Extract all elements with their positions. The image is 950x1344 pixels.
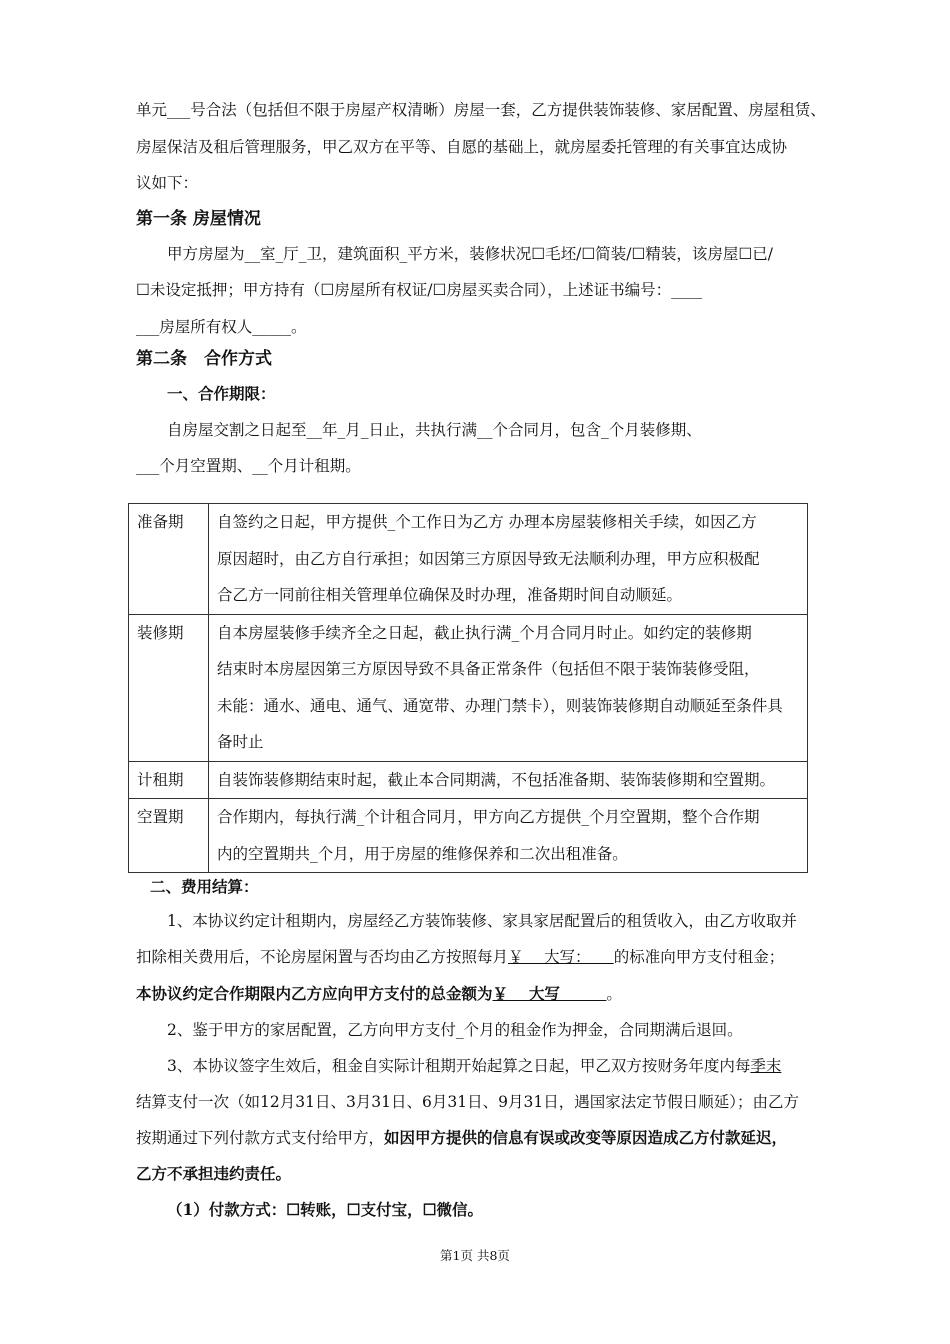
intro-line-3: 议如下： [136,174,199,192]
total-amount-line [136,976,836,1013]
period-description-cell [209,614,808,761]
item2-line: 2、鉴于甲方的家居配置，乙方向甲方支付_个月的租金作为押金，合同期满后退回。 [167,1021,743,1039]
article1-title: 第一条 房屋情况 [136,209,261,229]
section1-line-1: 自房屋交割之日起至__年_月_日止，共执行满__个合同月，包含_个月装修期、 [167,421,702,439]
period-term-cell: 准备期 [129,504,209,615]
period-table-row [129,761,808,799]
intro-line-1: 单元___号合法（包括但不限于房屋产权清晰）房屋一套，乙方提供装饰装修、家居配置、房屋租赁、 [136,101,826,119]
page-footer: 第1页 共8页 [440,1248,510,1263]
total-amount-blank: ￥ 大写 [492,984,607,1003]
total-amount-b: 。 [606,985,622,1003]
period-description-cell [209,504,808,615]
item3-line-2: 结算支付一次（如12月31日、3月31日、6月31日、9月31日，遇国家法定节假日顺延）；由乙方 [136,1093,799,1111]
total-amount-a: 本协议约定合作期限内乙方应向甲方支付的总金额为 [136,984,493,1003]
item3-line-4: 乙方不承担违约责任。 [136,1164,292,1183]
item1-line-2-a: 扣除相关费用后，不论房屋闲置与否均由乙方按照每月 [136,948,509,966]
period-description-line: 合作期内，每执行满_个计租合同月，甲方向乙方提供_个月空置期，整个合作期 [217,808,760,826]
intro-line-2: 房屋保洁及租后管理服务，甲乙双方在平等、自愿的基础上，就房屋委托管理的有关事宜达成协 [136,137,788,156]
section1-title: 一、合作期限： [167,384,276,403]
item1-line-2-b: 的标准向甲方支付租金； [613,948,785,966]
period-table-row [129,799,808,873]
period-description-line: 自本房屋装修手续齐全之日起，截止执行满_个月合同月时止。如约定的装修期 [217,623,752,642]
item3-line-3 [136,1120,836,1157]
period-term-cell: 装修期 [129,614,209,761]
section2-title: 二、费用结算： [150,877,259,896]
item3-line-1 [136,1048,836,1085]
section1-line-2: ___个月空置期、__个月计租期。 [136,457,361,475]
payment-method-line: （1）付款方式：☐转账，☐支付宝，☐微信。 [167,1200,483,1219]
period-description-cell [209,799,808,873]
period-table-row [129,504,808,615]
period-description-line: 自装饰装修期结束时起，截止本合同期满，不包括准备期、装饰装修期和空置期。 [217,770,776,789]
period-description-line: 结束时本房屋因第三方原因导致不具备正常条件（包括但不限于装饰装修受阻， [217,660,760,678]
period-description-line: 原因超时，由乙方自行承担；如因第三方原因导致无法顺利办理，甲方应积极配 [217,549,760,568]
settlement-period-blank: 季末 [750,1057,782,1075]
item1-line-2 [136,939,836,976]
period-description-line: 内的空置期共_个月，用于房屋的维修保养和二次出租准备。 [217,844,628,863]
period-table-row [129,614,808,761]
item3-line-1-a: 3、本协议签字生效后，租金自实际计租期开始起算之日起，甲乙双方按财务年度内每 [167,1057,751,1075]
article1-line-2: ☐未设定抵押；甲方持有（☐房屋所有权证/☐房屋买卖合同），上述证书编号：____ [136,281,703,299]
period-table [128,503,808,873]
article1-line-3: ___房屋所有权人_____。 [136,317,307,336]
period-description-line: 合乙方一同前往相关管理单位确保及时办理，准备期时间自动顺延。 [217,586,683,604]
article1-paragraph-cont [136,272,836,345]
item3-line-3-a: 按期通过下列付款方式支付给甲方， [136,1129,385,1147]
period-term-cell: 计租期 [129,761,209,799]
period-description-line: 备时止 [217,733,264,751]
item1-line-1: 1、本协议约定计租期内，房屋经乙方装饰装修、家具家居配置后的租赁收入，由乙方收取并 [167,912,797,930]
item3-line-3-b: 如因甲方提供的信息有误或改变等原因造成乙方付款延迟， [384,1128,788,1147]
article2-title: 第二条 合作方式 [136,349,272,369]
intro-paragraph [136,92,836,202]
article1-line-1: 甲方房屋为__室_厅_卫，建筑面积_平方米，装修状况☐毛坯/☐简装/☐精装，该房屋☐已/ [167,245,774,263]
period-description-line: 未能：通水、通电、通气、通宽带、办理门禁卡），则装饰装修期自动顺延至条件具 [217,696,783,715]
article1-paragraph [136,236,836,273]
period-term-cell: 空置期 [129,799,209,873]
period-description-cell [209,761,808,799]
rent-amount-blank: ￥ 大写： [508,948,614,966]
period-description-line: 自签约之日起，甲方提供_个工作日为乙方 办理本房屋装修相关手续，如因乙方 [217,513,757,531]
